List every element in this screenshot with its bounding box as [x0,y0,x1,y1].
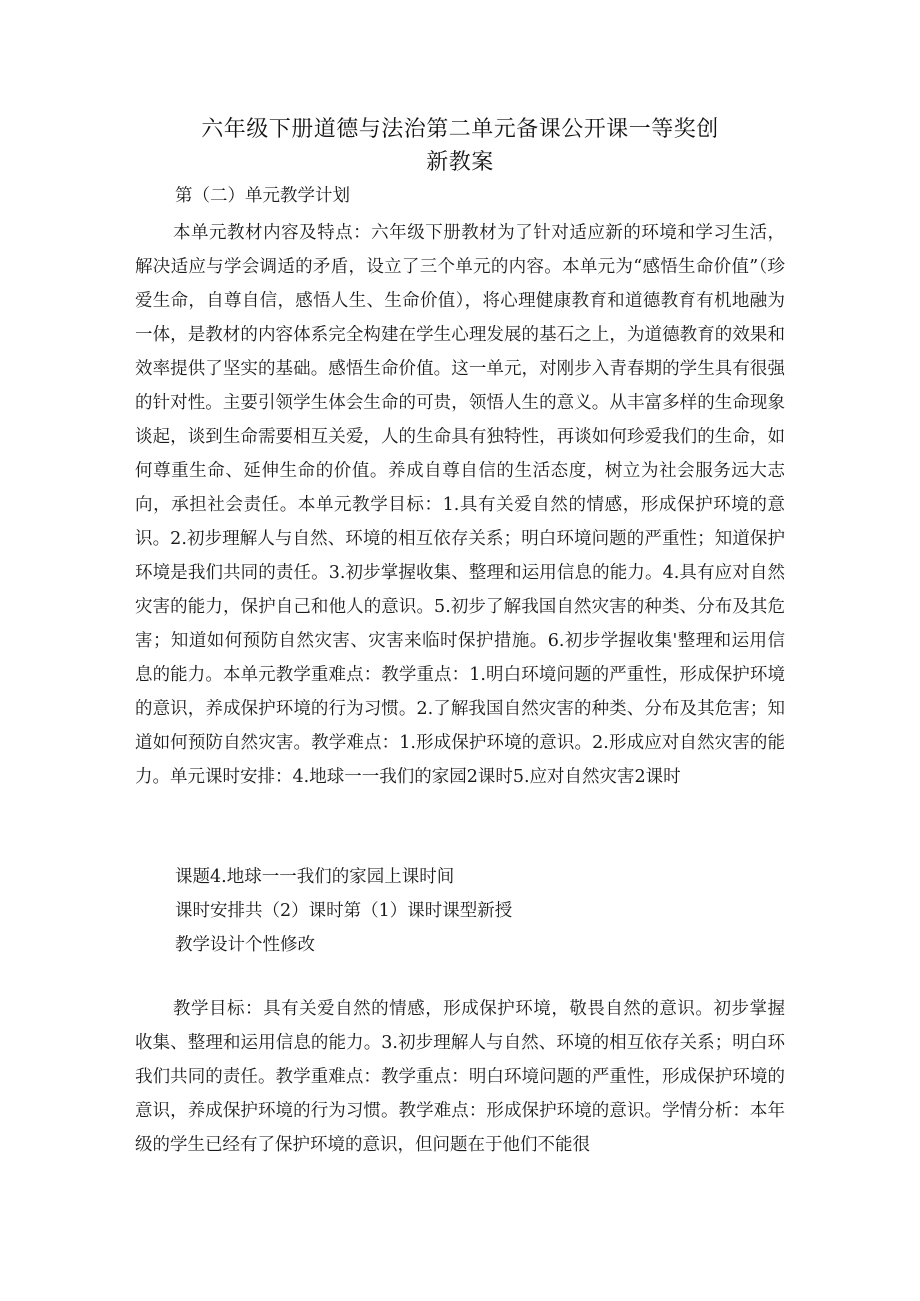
lesson-topic-line: 课题4.地球一一我们的家园上课时间 [175,867,455,887]
teaching-goal-paragraph: 教学目标：具有关爱自然的情感，形成保护环境，敬畏自然的意识。初步掌握收集、整理和运用信息的能力。3.初步理解人与自然、环境的相互依存关系；明白环 [135,999,785,1053]
lesson-schedule-line: 课时安排共（2）课时第（1）课时课型新授 [175,901,513,921]
document-title-line-2: 新教案 [426,150,494,175]
teaching-focus-paragraph: 我们共同的责任。教学重难点：教学重点：明白环境问题的严重性，形成保护环境的意识，养成保护环境的行为习惯。教学难点：形成保护环境的意识。学情分析：本年级的学生已经有了保护环境的意识，但问题在于他们不能很 [135,1067,785,1155]
unit-plan-paragraph: 本单元教材内容及特点：六年级下册教材为了针对适应新的环境和学习生活，解决适应与学会调适的矛盾，设立了三个单元的内容。本单元为“感悟生命价值”（珍爱生命，自尊自信，感悟人生、生命价值），将心理健康教育和道德教育有机地融为一体，是教材的内容体系完全构建在学生心理发展的基石之上，为道德教育的效果和效率提供了坚实的基础。感悟生命价值。这一单元，对刚步入青春期的学生具有很强的针对性。主要引领学生体会生命的可贵，领悟人生的意义。从丰富多样的生命现象谈起，谈到生命需要相互关爱，人的生命具有独特性，再谈如何珍爱我们的生命，如何尊重生命、延伸生命的价值。养成自尊自信的生活态度，树立为社会服务远大志向，承担社会责任。本单元教学目标：1.具有关爱自然的情感，形成保护环境的意识。2.初步理解人与自然、环境的相互依存关系；明白环境问题的严重性；知道保护环境是我们共同的责任。3.初步掌握收集、整理和运用信息的能力。4.具有应对自然灾害的能力，保护自己和他人的意识。5.初步了解我国自然灾害的种类、分布及其危害；知道如何预防自然灾害、灾害来临时保护措施。6.初步学握收集'整理和运用信息的能力。本单元教学重难点：教学重点：1.明白环境问题的严重性，形成保护环境的意识，养成保护环境的行为习惯。2.了解我国自然灾害的种类、分布及其危害；知道如何预防自然灾害。教学难点：1.形成保护环境的意识。2.形成应对自然灾害的能力。单元课时安排：4.地球一一我们的家园2课时5.应对自然灾害2课时 [135,223,785,787]
design-note-line: 教学设计个性修改 [175,935,315,955]
section-heading: 第（二）单元教学计划 [175,186,350,206]
document-title-line-1: 六年级下册道德与法治第二单元备课公开课一等奖创 [201,117,719,142]
